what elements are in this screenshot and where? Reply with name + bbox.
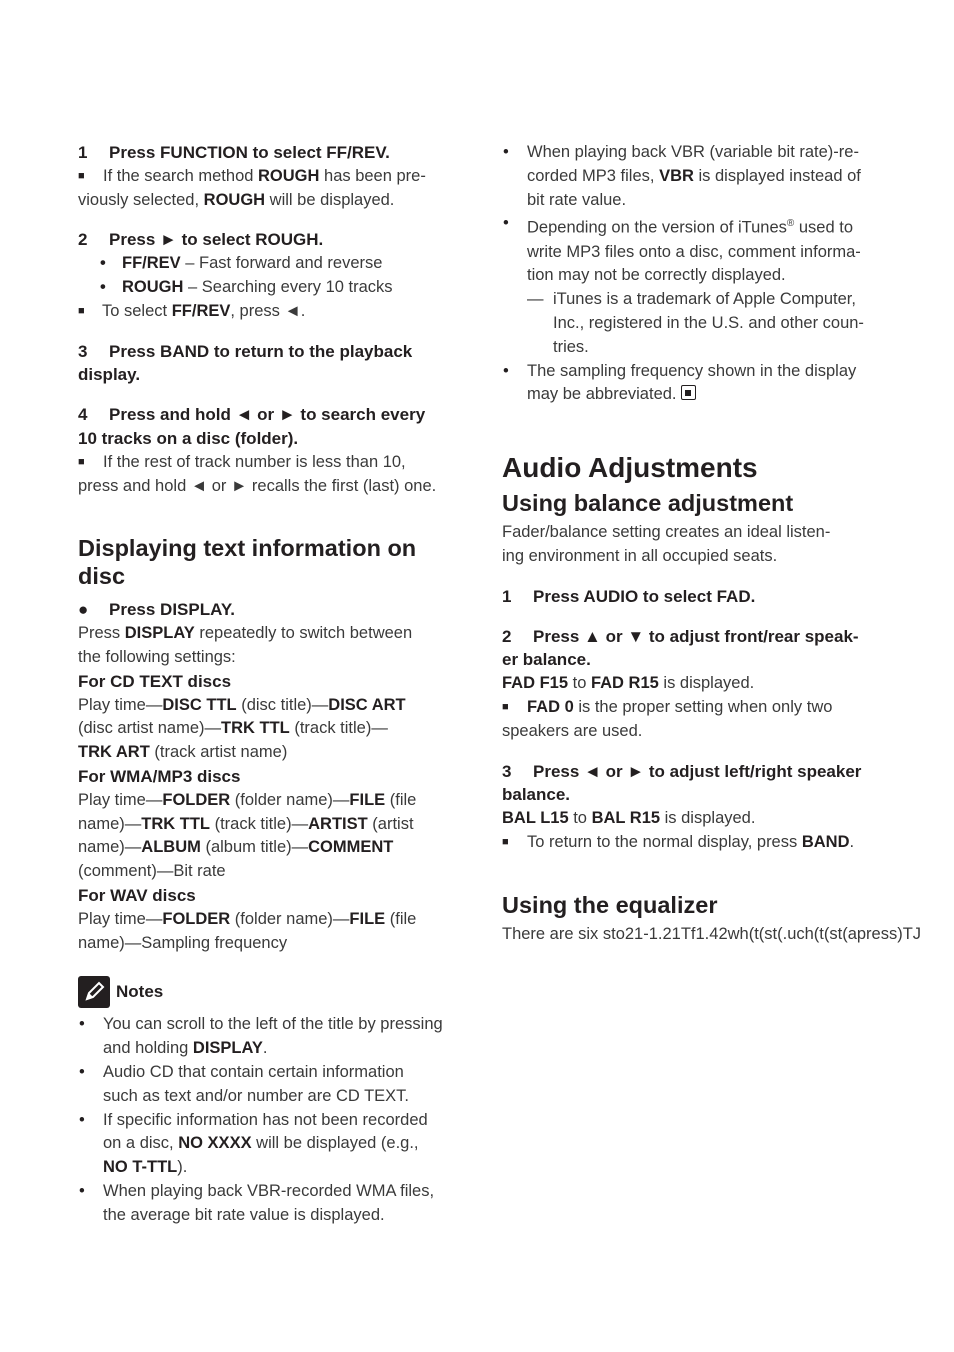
- balance-intro: Fader/balance setting creates an ideal listen-: [502, 523, 831, 542]
- list-item: • FF/REV – Fast forward and reverse: [78, 252, 468, 276]
- square-bullet-icon: ■: [502, 836, 509, 849]
- bullet-icon: •: [100, 254, 106, 273]
- right-column: • When playing back VBR (variable bit rate)-re- corded MP3 files, VBR is displayed instead of bit rate value. • Depending on the version of iTunes® used to write MP3 files onto a disc, comment informa- tion may not be correctly displayed. — iTunes is a trademark of Apple Computer, Inc., registered in the U.S. and other coun- tries. • The sampling frequency shown in the display may be abbreviated. Audio Adjustments Using balance adjustment Fader/balance setting creates an ideal listen- ing environment in all occupied seats. 1 Press AUDIO to select FAD. 2 Press ▲ or ▼ to adjust front/rear speak- er balance. FAD F15 to FAD R15 is displayed. ■ FAD 0 is the proper setting when only two speakers are used. 3 Press ◄ or ► to adjust left/right speaker balance. BAL L15 to BAL R15 is displayed. ■ To return to the normal display, press BAND. Using the equalizer There are six sto21-1.21Tf1.42wh(t(st(.uch(t(st(apress)TJ: [502, 141, 902, 947]
- step-1-heading: 1 Press FUNCTION to select FF/REV.: [78, 143, 390, 162]
- list-item: • When playing back VBR (variable bit rate)-re- corded MP3 files, VBR is displayed instead of bit rate value.: [503, 143, 861, 209]
- section-heading-text-info: Displaying text information on disc: [78, 535, 417, 590]
- bullet-icon: •: [79, 1062, 85, 1081]
- balance-heading: Using balance adjustment: [502, 490, 794, 517]
- step-4-note: ■ If the rest of track number is less than 10,: [78, 451, 468, 475]
- balance-step-3: 3 Press ◄ or ► to adjust left/right speaker: [502, 761, 862, 781]
- bal-note: ■ To return to the normal display, press BAND.: [502, 831, 902, 855]
- square-bullet-icon: ■: [78, 304, 85, 317]
- step-3-heading: 3 Press BAND to return to the playback: [78, 341, 413, 361]
- list-item: • When playing back VBR-recorded WMA files, the average bit rate value is displayed.: [79, 1181, 435, 1224]
- wma-mp3-heading: For WMA/MP3 discs: [78, 766, 241, 786]
- balance-step-1: 1 Press AUDIO to select FAD.: [502, 586, 756, 606]
- display-intro: Press DISPLAY repeatedly to switch between: [78, 624, 413, 643]
- square-bullet-icon: ■: [502, 701, 509, 714]
- list-item: • You can scroll to the left of the title by pressing and holding DISPLAY.: [79, 1015, 443, 1058]
- filled-circle-icon: ●: [78, 600, 89, 620]
- bullet-icon: •: [503, 361, 509, 380]
- fad-note: ■ FAD 0 is the proper setting when only two: [502, 696, 902, 720]
- step-2-note: ■ To select FF/REV, press ◄.: [78, 300, 468, 324]
- pencil-icon: [78, 976, 110, 1008]
- balance-step-2: 2 Press ▲ or ▼ to adjust front/rear speak-: [502, 626, 859, 646]
- list-item: • The sampling frequency shown in the display may be abbreviated.: [503, 361, 857, 404]
- bullet-icon: •: [503, 143, 509, 161]
- press-display-step: ● Press DISPLAY.: [78, 598, 468, 622]
- cd-text-heading: For CD TEXT discs: [78, 671, 232, 691]
- bal-result: BAL L15 to BAL R15 is displayed.: [502, 809, 756, 828]
- bullet-icon: •: [503, 214, 509, 233]
- step-4-heading: 4 Press and hold ◄ or ► to search every: [78, 405, 426, 425]
- audio-adjustments-heading: Audio Adjustments: [502, 452, 758, 484]
- square-bullet-icon: ■: [78, 169, 85, 182]
- equalizer-text: There are six sto21-1.21Tf1.42wh(t(st(.uch(t(st(apress)TJ: [502, 924, 922, 943]
- list-item: • Depending on the version of iTunes® used to write MP3 files onto a disc, comment informa- tion may not be correctly displayed.: [503, 214, 861, 285]
- square-bullet-icon: ■: [78, 455, 85, 468]
- list-item: • ROUGH – Searching every 10 tracks: [78, 276, 468, 300]
- bullet-icon: •: [79, 1110, 85, 1129]
- list-item: • If specific information has not been recorded on a disc, NO XXXX will be displayed (e.g., NO T-TTL).: [79, 1110, 428, 1177]
- notes-header: [78, 975, 468, 1009]
- wav-heading: For WAV discs: [78, 885, 196, 905]
- bullet-icon: •: [79, 1015, 85, 1034]
- end-of-section-icon: [681, 385, 696, 400]
- notes-label: Notes: [116, 982, 164, 1002]
- fad-result: FAD F15 to FAD R15 is displayed.: [502, 674, 755, 693]
- bullet-icon: •: [79, 1181, 85, 1200]
- itunes-trademark-note: — iTunes is a trademark of Apple Computer, Inc., registered in the U.S. and other coun- tries.: [527, 290, 864, 356]
- bullet-icon: •: [100, 277, 106, 296]
- list-item: • Audio CD that contain certain information such as text and/or number are CD TEXT.: [79, 1062, 409, 1105]
- equalizer-heading: Using the equalizer: [502, 891, 718, 918]
- left-column: 1 Press FUNCTION to select FF/REV. ■ If the search method ROUGH has been pre- viously selected, ROUGH will be displayed. 2 Press ► to select ROUGH. • FF/REV – Fast forward and reverse • ROUGH – Searching every 10 tracks ■ To select FF/REV, press ◄. 3 Press BAND to return to the playback display. 4 Press and hold ◄ or ► to search every 10 tracks on a disc (folder). ■ If the rest of track number is less than 10, press and hold ◄ or ► recalls the first (last) one. Displaying text information on disc ● Press DISPLAY. Press DISPLAY repeatedly to switch between the following settings: For CD TEXT discs Play time—DISC TTL (disc title)—DISC ART (disc artist name)—TRK TTL (track title)— TRK ART (track artist name) For WMA/MP3 discs Play time—FOLDER (folder name)—FILE (file name)—TRK TTL (track title)—ARTIST (artist name)—ALBUM (album title)—COMMENT (comment)—Bit rate For WAV discs Play time—FOLDER (folder name)—FILE (file name)—Sampling frequency Notes • You can scroll to the left of the title by pressing and holding DISPLAY. • Audio CD that contain certain information such as text and/or number are CD TEXT. • If specific information has not been recorded on a disc, NO XXXX will be displayed (e.g., NO T-TTL). • When playing back VBR-recorded WMA files, the average bit rate value is displayed.: [78, 141, 468, 1227]
- step-1-note: ■ If the search method ROUGH has been pre-: [78, 165, 468, 189]
- step-2-heading: 2 Press ► to select ROUGH.: [78, 230, 324, 250]
